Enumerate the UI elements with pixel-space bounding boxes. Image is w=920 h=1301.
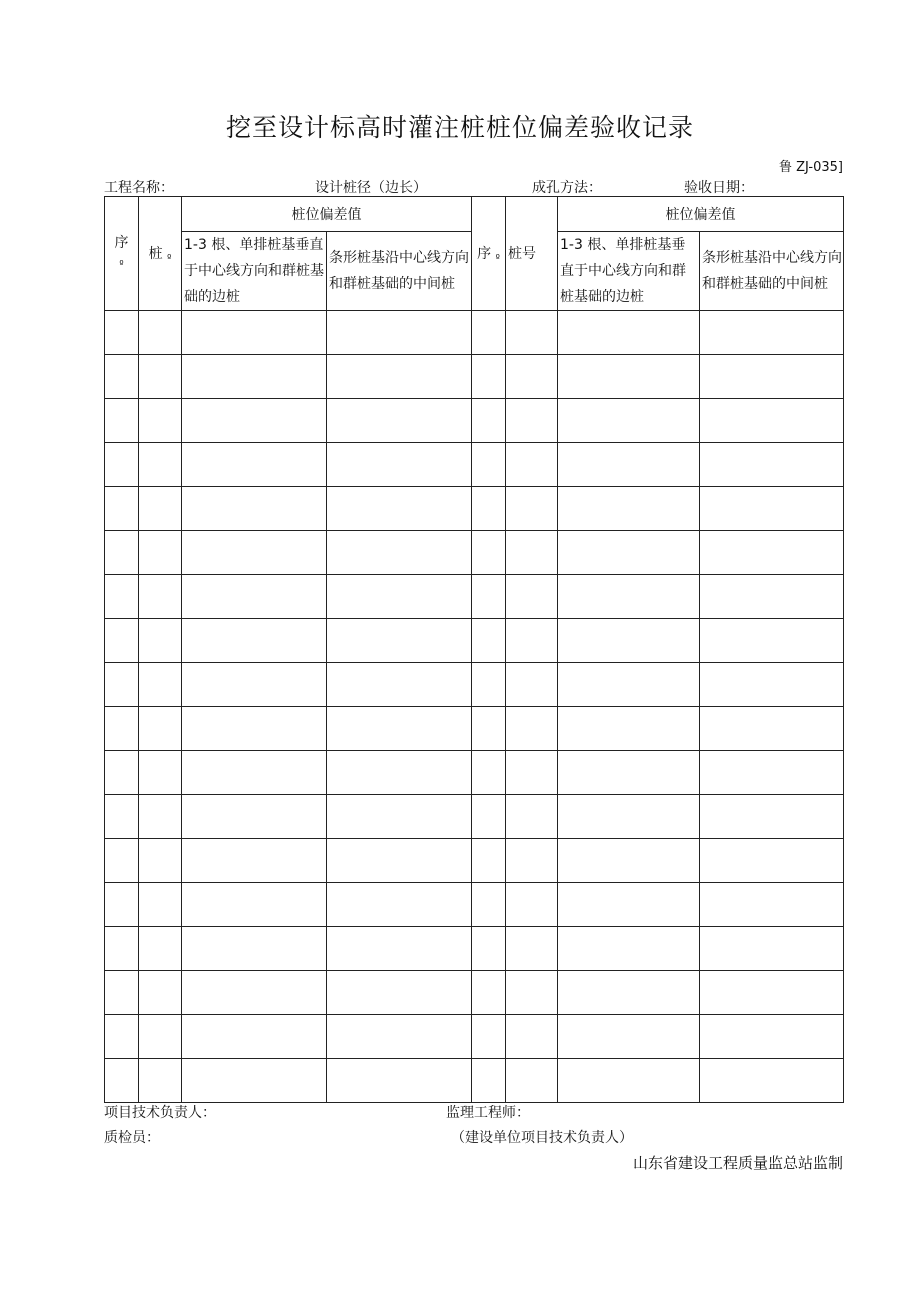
pile-cell [139, 751, 182, 795]
table-row [105, 663, 844, 707]
table-row [105, 311, 844, 355]
seq-cell-right [472, 355, 506, 399]
dev-a-cell [182, 619, 327, 663]
seq-cell-right [472, 311, 506, 355]
pile-number-cell [506, 971, 558, 1015]
dev-a-cell [182, 399, 327, 443]
dev-b-cell-right [700, 443, 844, 487]
pile-cell [139, 883, 182, 927]
seq-cell [105, 795, 139, 839]
table-row [105, 795, 844, 839]
pile-cell [139, 355, 182, 399]
dev-a-cell-right [558, 663, 700, 707]
dev-a-cell [182, 1059, 327, 1103]
table-row [105, 707, 844, 751]
pile-cell [139, 663, 182, 707]
dev-a-cell-right [558, 619, 700, 663]
dev-b-cell-right [700, 971, 844, 1015]
seq-cell-right [472, 883, 506, 927]
dev-a-cell [182, 311, 327, 355]
seq-cell-right [472, 663, 506, 707]
dev-a-cell-right [558, 355, 700, 399]
dev-a-cell-right [558, 1015, 700, 1059]
pile-number-cell [506, 927, 558, 971]
col-b-desc-left: 条形桩基沿中心线方向和群桩基础的中间桩 [327, 232, 472, 311]
seq-cell-right [472, 443, 506, 487]
dev-b-cell [327, 311, 472, 355]
pile-cell [139, 795, 182, 839]
seq-cell [105, 399, 139, 443]
document-title: 挖至设计标高时灌注桩桩位偏差验收记录 [225, 113, 694, 142]
dev-b-cell [327, 751, 472, 795]
seq-cell-right [472, 1015, 506, 1059]
seq-cell [105, 531, 139, 575]
project-name-label: 工程名称： [104, 180, 174, 196]
dev-a-cell-right [558, 575, 700, 619]
pile-number-header: 桩号 [506, 197, 558, 311]
pile-header: 桩 [148, 246, 163, 262]
issuer-label: 山东省建设工程质量监总站监制 [632, 1154, 843, 1172]
dev-a-cell [182, 927, 327, 971]
dev-b-cell-right [700, 1059, 844, 1103]
dev-b-cell-right [700, 355, 844, 399]
deviation-table [104, 196, 844, 1103]
seq-header-right-mark: º [495, 254, 500, 264]
dev-a-cell-right [558, 795, 700, 839]
dev-b-cell-right [700, 575, 844, 619]
pile-cell [139, 1059, 182, 1103]
supervisor-label: 监理工程师： [446, 1105, 530, 1121]
dev-b-cell-right [700, 751, 844, 795]
acceptance-date-label: 验收日期： [684, 180, 754, 196]
dev-a-cell-right [558, 1059, 700, 1103]
dev-b-cell [327, 399, 472, 443]
pile-number-cell [506, 531, 558, 575]
seq-cell [105, 355, 139, 399]
seq-cell-right [472, 927, 506, 971]
dev-a-cell [182, 487, 327, 531]
dev-b-cell [327, 1015, 472, 1059]
dev-a-cell [182, 355, 327, 399]
dev-a-cell [182, 883, 327, 927]
seq-cell-right [472, 839, 506, 883]
dev-b-cell-right [700, 399, 844, 443]
seq-cell-right [472, 399, 506, 443]
dev-b-cell-right [700, 839, 844, 883]
inspector-label: 质检员： [104, 1130, 160, 1146]
seq-cell [105, 443, 139, 487]
seq-header-cell [105, 197, 139, 311]
dev-a-cell-right [558, 443, 700, 487]
dev-b-cell [327, 927, 472, 971]
dev-b-cell [327, 575, 472, 619]
header-row-top [105, 197, 844, 232]
pile-cell [139, 707, 182, 751]
dev-a-cell [182, 443, 327, 487]
dev-a-cell [182, 795, 327, 839]
seq-cell [105, 575, 139, 619]
col-b-desc-right: 条形桩基沿中心线方向和群桩基础的中间桩 [700, 232, 844, 311]
dev-a-cell [182, 707, 327, 751]
dev-b-cell-right [700, 883, 844, 927]
pile-number-cell [506, 663, 558, 707]
dev-a-cell-right [558, 531, 700, 575]
pile-number-cell [506, 751, 558, 795]
dev-a-cell [182, 971, 327, 1015]
pile-number-cell [506, 355, 558, 399]
dev-b-cell-right [700, 531, 844, 575]
pile-number-cell [506, 311, 558, 355]
pile-cell [139, 487, 182, 531]
seq-cell [105, 839, 139, 883]
dev-b-cell [327, 883, 472, 927]
seq-cell [105, 1015, 139, 1059]
seq-header-mark: º [119, 259, 124, 270]
seq-cell [105, 971, 139, 1015]
seq-cell-right [472, 531, 506, 575]
table-row [105, 883, 844, 927]
pile-cell [139, 531, 182, 575]
pile-header-cell [139, 197, 182, 311]
seq-cell-right [472, 707, 506, 751]
dev-b-cell [327, 663, 472, 707]
dev-b-cell [327, 1059, 472, 1103]
seq-cell [105, 883, 139, 927]
pile-cell [139, 311, 182, 355]
dev-b-cell-right [700, 487, 844, 531]
dev-a-cell [182, 751, 327, 795]
dev-a-cell-right [558, 751, 700, 795]
pile-number-cell [506, 1059, 558, 1103]
pile-cell [139, 971, 182, 1015]
pile-number-cell [506, 487, 558, 531]
dev-a-cell-right [558, 311, 700, 355]
seq-cell-right [472, 751, 506, 795]
seq-cell-right [472, 487, 506, 531]
dev-b-cell-right [700, 795, 844, 839]
table-row [105, 1059, 844, 1103]
dev-a-cell [182, 575, 327, 619]
seq-cell [105, 707, 139, 751]
pile-cell [139, 839, 182, 883]
dev-a-cell-right [558, 487, 700, 531]
dev-b-cell [327, 531, 472, 575]
dev-a-cell-right [558, 927, 700, 971]
hole-method-label: 成孔方法： [532, 180, 602, 196]
table-row [105, 355, 844, 399]
table-row [105, 487, 844, 531]
dev-b-cell [327, 619, 472, 663]
seq-header-right-cell [472, 197, 506, 311]
dev-a-cell [182, 531, 327, 575]
dev-a-cell-right [558, 707, 700, 751]
dev-b-cell-right [700, 311, 844, 355]
dev-b-cell-right [700, 927, 844, 971]
seq-cell [105, 663, 139, 707]
table-row [105, 751, 844, 795]
deviation-header-right: 桩位偏差值 [558, 197, 844, 232]
table-row [105, 839, 844, 883]
deviation-header-left: 桩位偏差值 [182, 197, 472, 232]
table-row [105, 443, 844, 487]
dev-b-cell-right [700, 619, 844, 663]
pile-number-cell [506, 575, 558, 619]
dev-a-cell [182, 839, 327, 883]
pile-cell [139, 927, 182, 971]
seq-cell [105, 1059, 139, 1103]
dev-b-cell [327, 971, 472, 1015]
seq-cell [105, 619, 139, 663]
seq-header-right: 序 [477, 246, 492, 262]
dev-b-cell [327, 795, 472, 839]
table-row [105, 1015, 844, 1059]
owner-tech-label: （建设单位项目技术负责人） [451, 1130, 633, 1146]
dev-b-cell [327, 443, 472, 487]
seq-cell [105, 751, 139, 795]
pile-number-cell [506, 619, 558, 663]
pile-number-cell [506, 795, 558, 839]
dev-b-cell-right [700, 663, 844, 707]
dev-a-cell-right [558, 839, 700, 883]
pile-number-cell [506, 707, 558, 751]
pile-header-mark: º [167, 254, 172, 264]
col-a-desc-right: 1-3 根、单排桩基垂直于中心线方向和群桩基础的边桩 [558, 232, 700, 311]
col-a-desc-left: 1-3 根、单排桩基垂直于中心线方向和群桩基础的边桩 [182, 232, 327, 311]
pile-cell [139, 1015, 182, 1059]
seq-cell-right [472, 1059, 506, 1103]
table-row [105, 399, 844, 443]
pile-number-cell [506, 883, 558, 927]
dev-a-cell-right [558, 399, 700, 443]
tech-lead-label: 项目技术负责人： [104, 1105, 216, 1121]
dev-b-cell-right [700, 707, 844, 751]
pile-cell [139, 575, 182, 619]
seq-cell-right [472, 575, 506, 619]
dev-b-cell [327, 839, 472, 883]
seq-cell [105, 927, 139, 971]
table-row [105, 927, 844, 971]
dev-a-cell [182, 1015, 327, 1059]
table-row [105, 619, 844, 663]
pile-number-cell [506, 399, 558, 443]
seq-cell-right [472, 971, 506, 1015]
seq-cell-right [472, 619, 506, 663]
table-row [105, 575, 844, 619]
dev-b-cell-right [700, 1015, 844, 1059]
seq-cell-right [472, 795, 506, 839]
dev-b-cell [327, 355, 472, 399]
dev-b-cell [327, 707, 472, 751]
design-diameter-label: 设计桩径（边长） [315, 180, 427, 196]
form-code: 鲁 ZJ-035] [779, 160, 843, 175]
pile-cell [139, 399, 182, 443]
pile-cell [139, 619, 182, 663]
dev-a-cell [182, 663, 327, 707]
dev-b-cell [327, 487, 472, 531]
pile-number-cell [506, 443, 558, 487]
dev-a-cell-right [558, 971, 700, 1015]
dev-a-cell-right [558, 883, 700, 927]
pile-number-cell [506, 839, 558, 883]
table-row [105, 971, 844, 1015]
table-row [105, 531, 844, 575]
seq-cell [105, 311, 139, 355]
seq-header: 序 [114, 234, 129, 251]
seq-cell [105, 487, 139, 531]
pile-number-cell [506, 1015, 558, 1059]
pile-cell [139, 443, 182, 487]
